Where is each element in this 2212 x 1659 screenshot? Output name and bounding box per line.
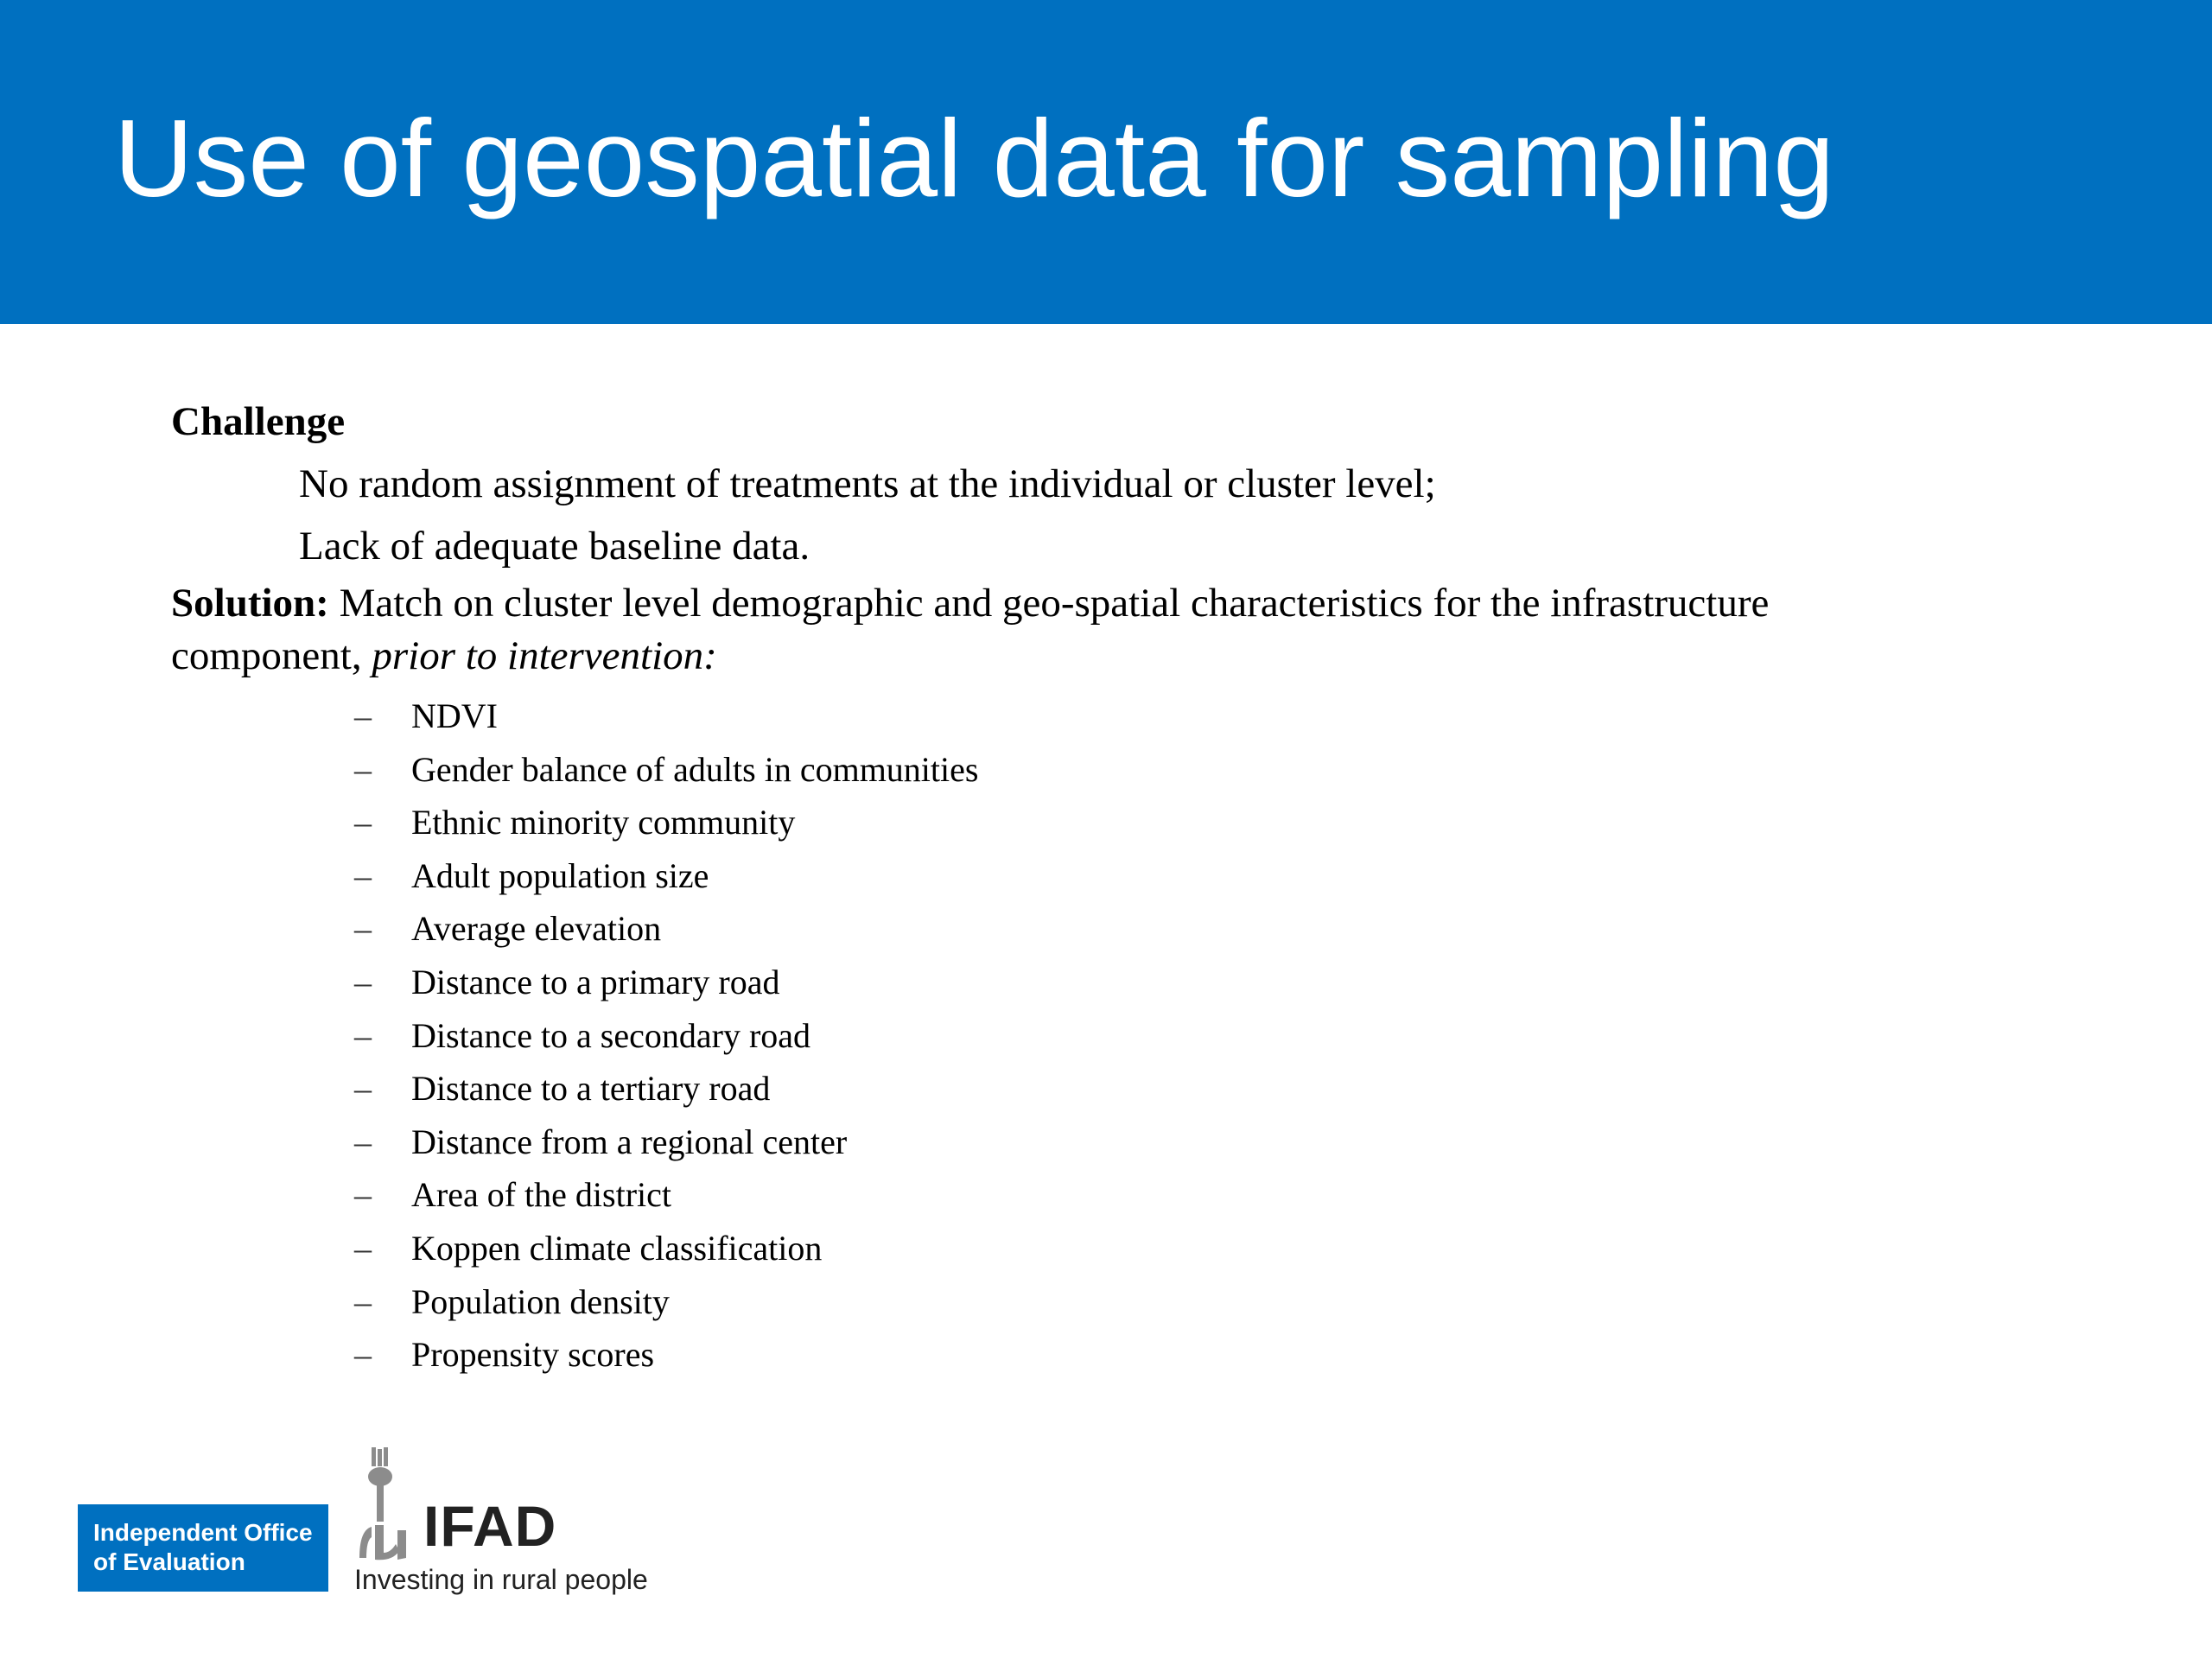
dash-bullet: – [354,749,372,789]
dash-bullet: – [354,803,372,842]
list-item-text: Adult population size [411,855,709,895]
list-item-text: Ethnic minority community [411,803,796,842]
solution-label: Solution: [171,581,329,626]
challenge-point: Lack of adequate baseline data. [299,524,810,569]
dash-bullet: – [354,1015,372,1055]
dash-bullet: – [354,1122,372,1161]
list-item [354,1062,2072,1116]
list-item-text: Koppen climate classification [411,1228,823,1268]
list-item-text: Distance from a regional center [411,1122,848,1161]
challenge-heading: Challenge [171,399,346,444]
office-name-line2: of Evaluation [93,1548,245,1575]
dash-bullet: – [354,962,372,1001]
slide-body [171,391,2072,1382]
list-item [354,1116,2072,1169]
dash-bullet: – [354,855,372,895]
list-item-text: Distance to a tertiary road [411,1069,771,1109]
list-item [354,1009,2072,1063]
ifad-wordmark: IFAD [423,1494,557,1558]
list-item [354,690,2072,743]
list-item [354,743,2072,797]
list-item-text: Propensity scores [411,1335,655,1375]
solution-text: Match on cluster level demographic and geo-spatial characteristics for the infrastructure component, [171,581,1770,678]
list-item-text: Distance to a secondary road [411,1015,811,1055]
list-item [354,1328,2072,1382]
solution-emphasis: prior to intervention: [372,633,717,678]
list-item [354,1275,2072,1329]
list-item-text: Average elevation [411,909,662,949]
list-item-text: Area of the district [411,1175,671,1215]
dash-bullet: – [354,1175,372,1215]
dash-bullet: – [354,1335,372,1375]
dash-bullet: – [354,1228,372,1268]
title-band [0,0,2212,324]
characteristics-list [171,690,2072,1382]
dash-bullet: – [354,909,372,949]
list-item [354,849,2072,903]
list-item [354,902,2072,956]
list-item [354,1168,2072,1222]
challenge-point: No random assignment of treatments at the individual or cluster level; [299,461,1436,506]
dash-bullet: – [354,696,372,735]
independent-office-badge [78,1504,328,1592]
list-item [354,1222,2072,1275]
list-item-text: NDVI [411,696,498,735]
list-item [354,956,2072,1009]
list-item-text: Distance to a primary road [411,962,780,1001]
solution-paragraph [171,577,1942,683]
list-item-text: Population density [411,1281,670,1321]
office-name-line1: Independent Office [93,1519,313,1546]
dash-bullet: – [354,1281,372,1321]
list-item-text: Gender balance of adults in communities [411,749,979,789]
ifad-tagline: Investing in rural people [354,1564,648,1595]
dash-bullet: – [354,1069,372,1109]
slide-title: Use of geospatial data for sampling [114,97,1834,219]
list-item [354,796,2072,849]
